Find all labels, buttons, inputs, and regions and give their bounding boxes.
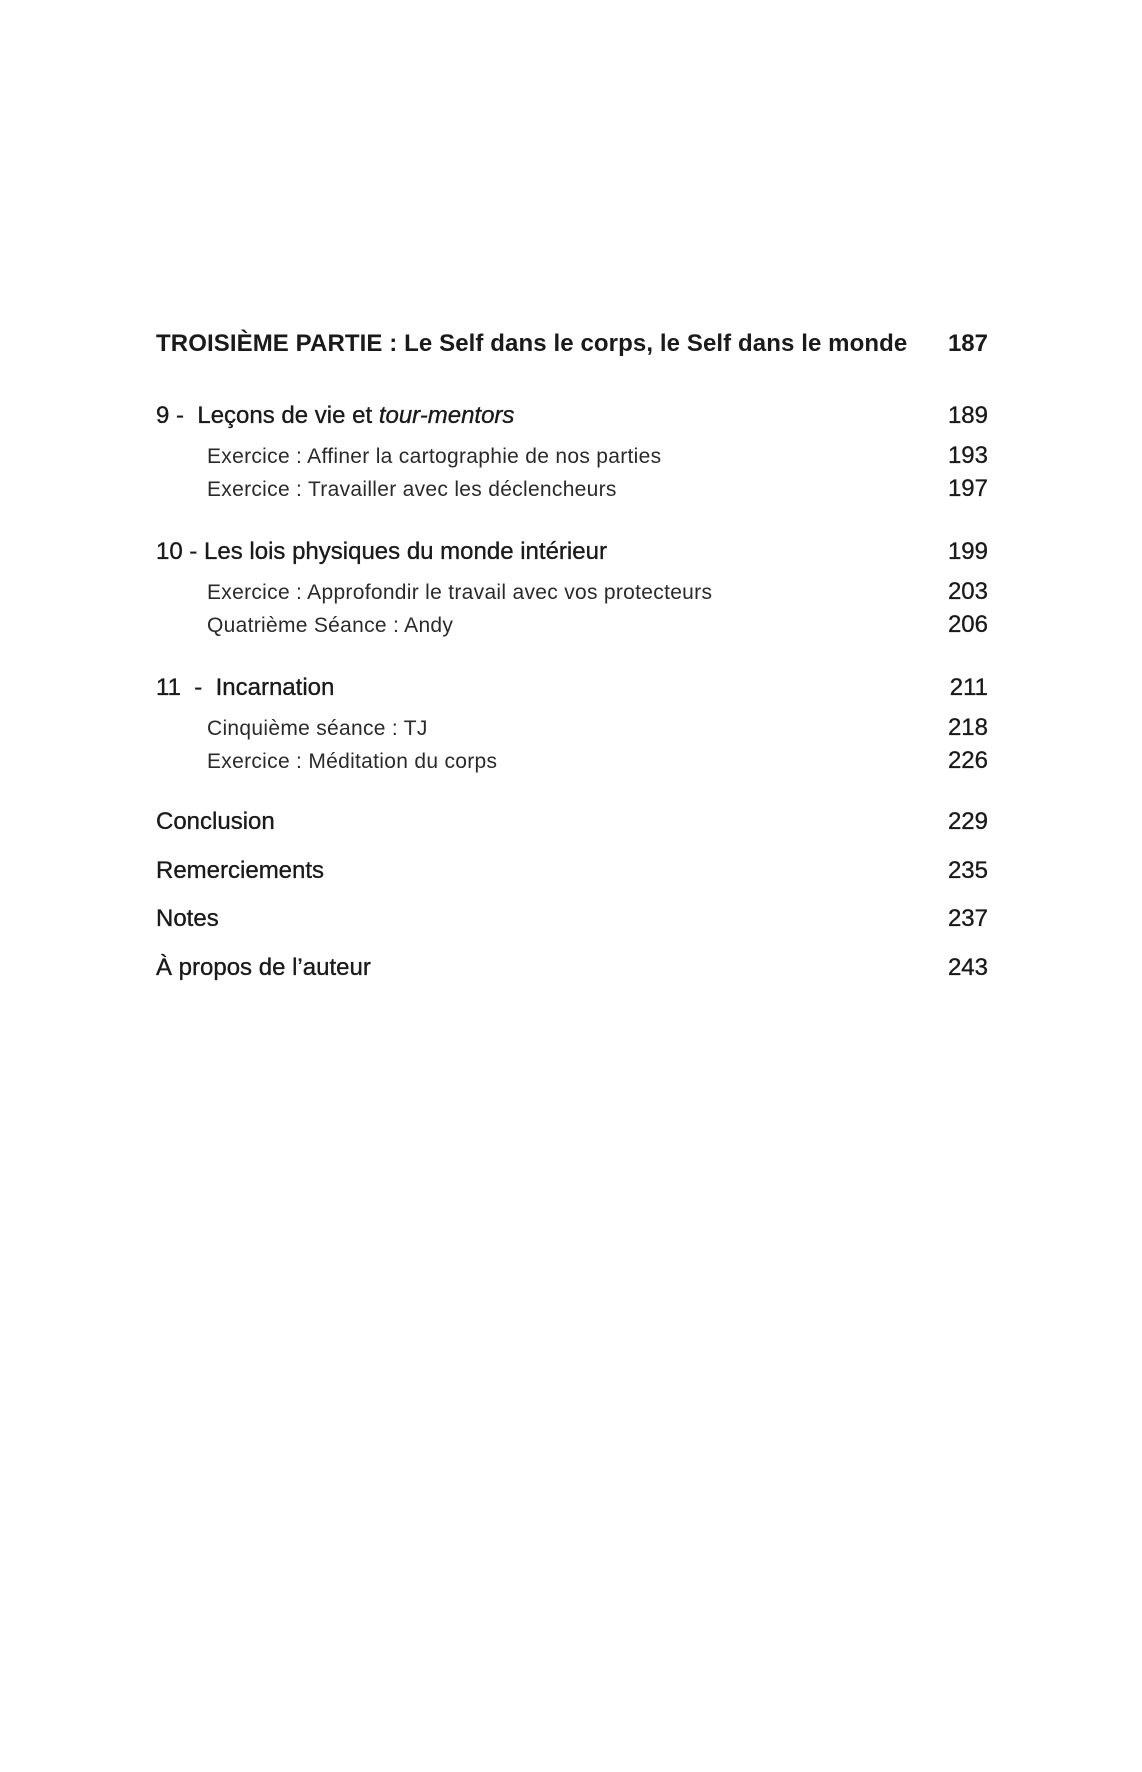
back-matter-page: 243 [947, 953, 988, 981]
back-matter-label: Conclusion [156, 808, 275, 835]
back-matter-row-about-author[interactable] [156, 954, 988, 1003]
back-matter-label: À propos de l’auteur [156, 953, 371, 981]
back-matter-label: Notes [156, 905, 219, 932]
section-page: 218 [947, 714, 988, 741]
back-matter-row-notes[interactable] [156, 905, 988, 954]
section-row[interactable] [156, 747, 988, 780]
chapter-row-11[interactable] [156, 674, 988, 714]
section-row[interactable] [156, 714, 988, 747]
section-page: 193 [947, 442, 988, 469]
section-page: 206 [947, 611, 988, 638]
chapter-title [156, 538, 607, 566]
section-row[interactable] [156, 578, 988, 611]
part-heading-page: 187 [947, 330, 988, 357]
section-page: 197 [947, 475, 988, 502]
part-heading-row[interactable] [156, 330, 988, 370]
part-heading-label: TROISIÈME PARTIE : Le Self dans le corps, le Self dans le monde [156, 330, 908, 357]
chapter-number: 11 [156, 674, 181, 701]
chapter-row-9[interactable] [156, 402, 988, 442]
chapter-title-text: Incarnation [215, 674, 335, 701]
section-label: Exercice : Approfondir le travail avec vos protecteurs [207, 581, 713, 604]
back-matter-page: 229 [947, 808, 988, 835]
section-label: Exercice : Affiner la cartographie de nos parties [207, 445, 662, 468]
chapter-title-text: Leçons de vie et [197, 402, 379, 429]
chapter-number: 9 [156, 402, 170, 429]
table-of-contents [156, 330, 988, 1002]
chapter-page: 199 [947, 538, 988, 565]
back-matter-row-remerciements[interactable] [156, 857, 988, 906]
chapter-title-text: Les lois physiques du monde intérieur [204, 538, 607, 565]
section-row[interactable] [156, 611, 988, 644]
section-label: Exercice : Travailler avec les déclencheurs [207, 478, 617, 501]
chapter-separator: - [180, 674, 216, 701]
back-matter-label: Remerciements [156, 856, 325, 884]
back-matter-page: 237 [947, 905, 988, 932]
section-row[interactable] [156, 475, 988, 508]
section-label: Exercice : Méditation du corps [207, 750, 498, 773]
section-label: Quatrième Séance : Andy [207, 614, 454, 637]
chapter-row-10[interactable] [156, 538, 988, 578]
chapter-separator: - [169, 402, 198, 429]
chapter-title-italic: tour-mentors [378, 402, 515, 429]
section-label: Cinquième séance : TJ [207, 717, 428, 740]
chapter-title [156, 402, 514, 430]
chapter-separator: - [182, 538, 205, 565]
section-row[interactable] [156, 442, 988, 475]
back-matter-row-conclusion[interactable] [156, 808, 988, 857]
section-page: 203 [947, 578, 988, 605]
back-matter-page: 235 [947, 856, 988, 884]
section-page: 226 [947, 747, 988, 774]
chapter-number: 10 [156, 538, 183, 565]
chapter-page: 189 [947, 402, 988, 429]
chapter-title [156, 674, 334, 702]
chapter-page: 211 [949, 674, 988, 701]
